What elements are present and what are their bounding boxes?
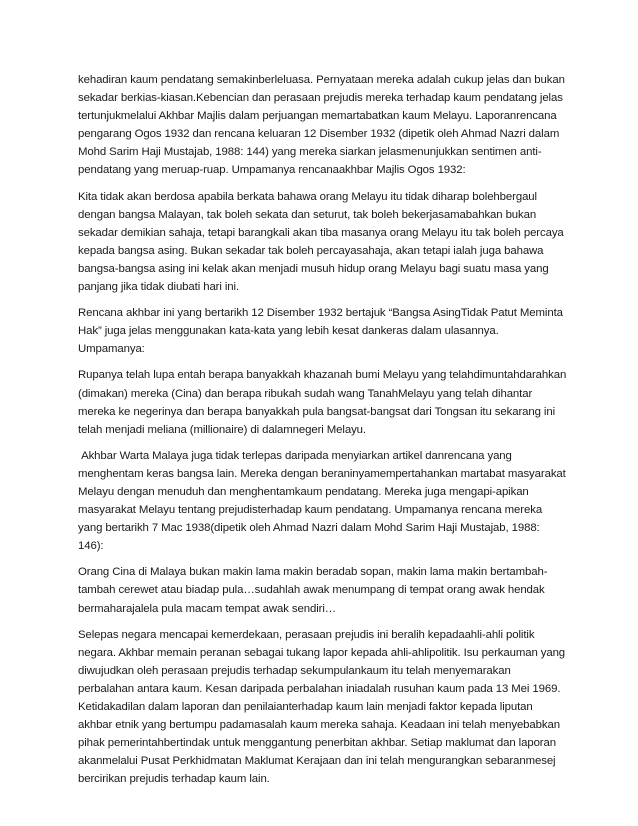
paragraph-7: Selepas negara mencapai kemerdekaan, perasaan prejudis ini beralih kepadaahli-ahli politik negara. Akhbar memain peranan sebagai tukang lapor kepada ahli-ahlipolitik. Isu perkauman yang diwujudkan oleh perasaan prejudis terhadap sekumpulankaum itu telah menyemarakan perbalahan antara kaum. Kesan daripada perbalahan iniadalah rusuhan kaum pada 13 Mei 1969. Ketidakadilan dalam laporan dan penilaianterhadap kaum lain menjadi faktor kepada liputan akhbar etnik yang bertumpu padamasalah kaum mereka sahaja. Keadaan ini telah menyebabkan pihak pemerintahbertindak untuk menggantung penerbitan akhbar. Setiap maklumat dan laporan akanmelalui Pusat Perkhidmatan Maklumat Kerajaan dan ini telah mengurangkan sebaranmesej bercirikan prejudis terhadap kaum lain. [78, 628, 566, 786]
paragraph-6-quote: Orang Cina di Malaya bukan makin lama makin beradab sopan, makin lama makin bertambah-tambah cerewet atau biadap pula…sudahlah awak menumpang di tempat orang awak hendak bermaharajalela pula macam tempat awak sendiri… [78, 566, 548, 615]
document-page [78, 71, 568, 788]
paragraph-5: Akhbar Warta Malaya juga tidak terlepas daripada menyiarkan artikel danrencana yang menghentam keras bangsa lain. Mereka dengan beraninyamempertahankan martabat masyarakat Melayu dengan menuduh dan menghentamkaum pendatang. Mereka juga mengapi-apikan masyarakat Melayu tentang prejudisterhadap kaum pendatang. Umpamanya rencana mereka yang bertarikh 7 Mac 1938(dipetik oleh Ahmad Nazri dalam Mohd Sarim Haji Mustajab, 1988: 146): [78, 449, 569, 553]
paragraph-4-quote: Rupanya telah lupa entah berapa banyakkah khazanah bumi Melayu yang telahdimuntahdarahkan (dimakan) mereka (Cina) dan berapa ribukah sudah wang TanahMelayu yang telah dihantar mereka ke negerinya dan berapa banyakkah pula bangsat-bangsat dari Tongsan itu sekarang ini telah menjadi meliana (millionaire) di dalamnegeri Melayu. [78, 369, 567, 436]
paragraph-2-quote: Kita tidak akan berdosa apabila berkata bahawa orang Melayu itu tidak diharap bolehbergaul dengan bangsa Malayan, tak boleh sekata dan seturut, tak boleh bekerjasamabahkan bukan sekadar demikian sahaja, tetapi barangkali akan tiba masanya orang Melayu itu tak boleh percaya kepada bangsa asing. Bukan sekadar tak boleh percayasahaja, akan tetapi ialah juga bahawa bangsa-bangsa asing ini kelak akan menjadi musuh hidup orang Melayu bagi suatu masa yang panjang jika tidak diubati hari ini. [78, 190, 564, 294]
paragraph-3: Rencana akhbar ini yang bertarikh 12 Disember 1932 bertajuk “Bangsa AsingTidak Patut Meminta Hak” juga jelas menggunakan kata-kata yang lebih kesat dankeras dalam ulasannya. Umpamanya: [78, 307, 563, 356]
paragraph-1: kehadiran kaum pendatang semakinberleluasa. Pernyataan mereka adalah cukup jelas dan bukan sekadar berkias-kiasan.Kebencian dan perasaan prejudis mereka terhadap kaum pendatang jelas tertunjukmelalui Akhbar Majlis dalam perjuangan memartabatkan kaum Melayu. Laporanrencana pengarang Ogos 1932 dan rencana keluaran 12 Disember 1932 (dipetik oleh Ahmad Nazri dalam Mohd Sarim Haji Mustajab, 1988: 144) yang mereka siarkan jelasmenunjukkan sentimen anti-pendatang yang meruap-ruap. Umpamanya rencanaakhbar Majlis Ogos 1932: [78, 74, 565, 177]
